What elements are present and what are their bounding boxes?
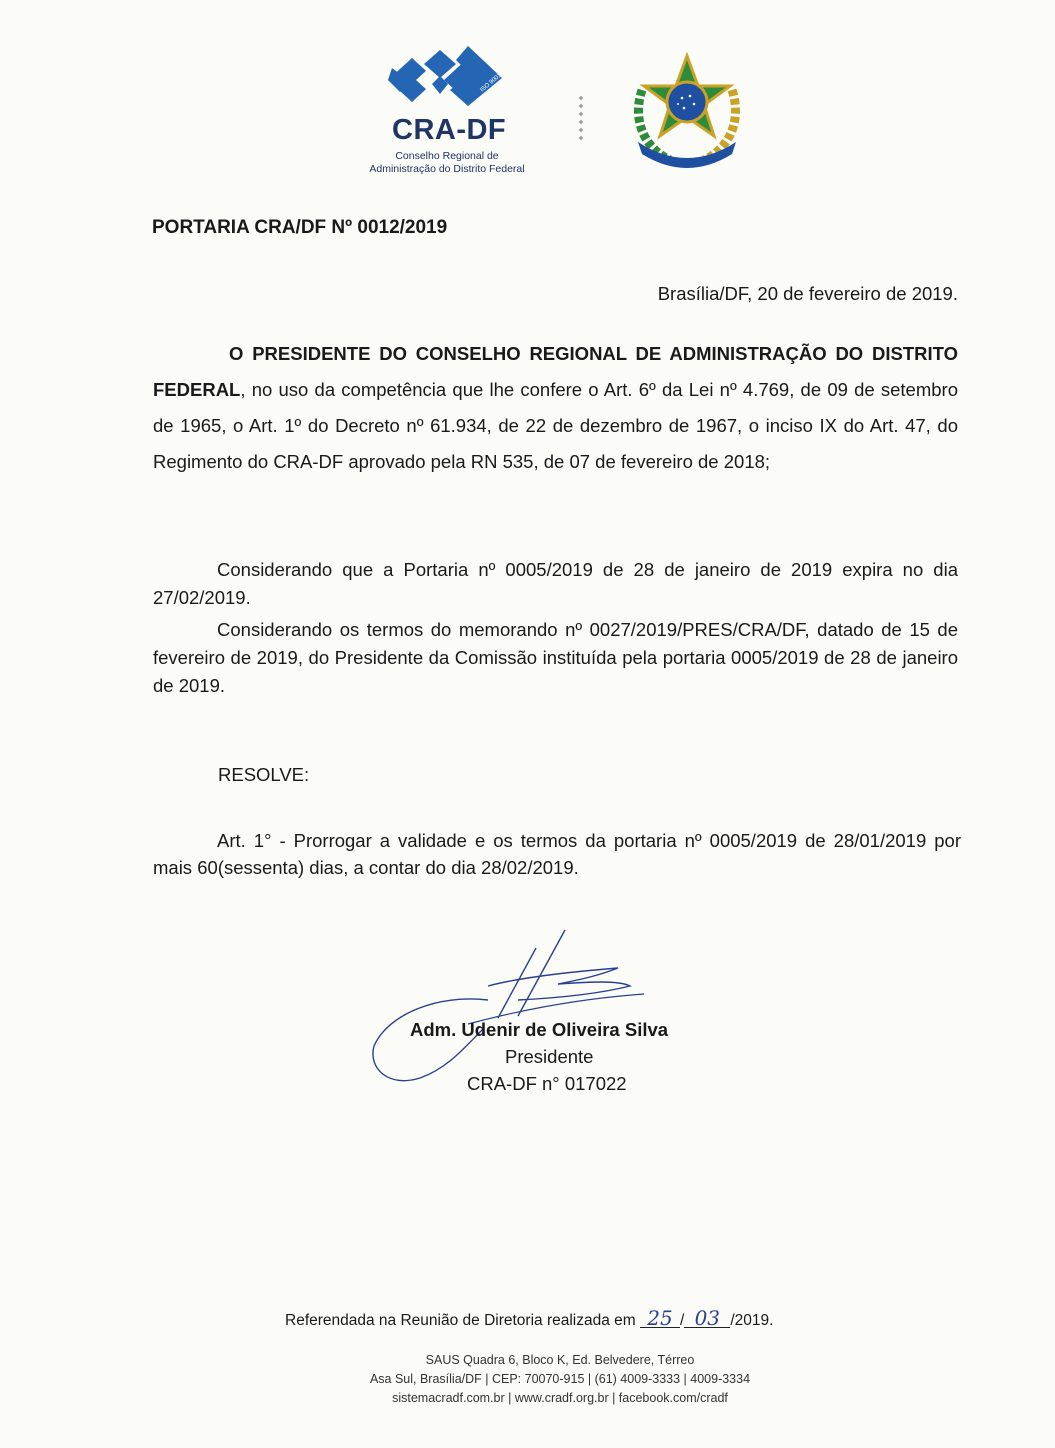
referendum-day: 25: [640, 1309, 680, 1328]
resolve-label: RESOLVE:: [218, 764, 310, 785]
preamble-paragraph: [153, 336, 958, 480]
referendum-line: [285, 1306, 774, 1330]
footer-contact: Asa Sul, Brasília/DF | CEP: 70070-915 | (61) 4009-3333 | 4009-3334: [369, 1372, 751, 1386]
footer-links: sistemacradf.com.br | www.cradf.org.br | facebook.com/cradf: [392, 1391, 728, 1405]
preamble-rest: , no uso da competência que lhe confere o Art. 6º da Lei nº 4.769, de 09 de setembro de 1965, o Art. 1º do Decreto nº 61.934, de 22 de dezembro de 1967, o inciso IX do Art. 47, do Regimento do CRA-DF aprovado pela RN 535, de 07 de fevereiro de 2018;: [153, 379, 958, 472]
footer-address: SAUS Quadra 6, Bloco K, Ed. Belvedere, Térreo: [425, 1353, 695, 1367]
considering-paragraph-1: Considerando que a Portaria nº 0005/2019 de 28 de janeiro de 2019 expira no dia 27/02/2019.: [153, 559, 958, 608]
signer-name: Adm. Udenir de Oliveira Silva: [410, 1019, 669, 1040]
signer-role: Presidente: [505, 1046, 594, 1067]
referendum-month: 03: [684, 1309, 730, 1328]
cra-diamond-logo-icon: [352, 44, 542, 114]
date-line: Brasília/DF, 20 de fevereiro de 2019.: [657, 283, 958, 304]
referendum-prefix: Referendada na Reunião de Diretoria realizada em: [285, 1312, 636, 1329]
considering-paragraph-2: Considerando os termos do memorando nº 0027/2019/PRES/CRA/DF, datado de 15 de fevereiro de 2019, do Presidente da Comissão instituída pela portaria 0005/2019 de 28 de janeiro de 2019.: [153, 619, 958, 696]
cra-title: CRA-DF: [392, 114, 507, 146]
cra-df-logo: [352, 44, 542, 184]
cra-subtitle-line-2: Administração do Distrito Federal: [369, 163, 525, 175]
iso-badge-text: ISO 9001: [479, 72, 503, 94]
divider-dots: [578, 94, 584, 140]
brazil-coat-of-arms-icon: [624, 50, 750, 176]
cra-subtitle-line-1: Conselho Regional de: [395, 150, 499, 162]
cra-subtitle: [352, 150, 542, 176]
document-heading: PORTARIA CRA/DF Nº 0012/2019: [152, 217, 448, 238]
referendum-separator: /: [680, 1312, 685, 1329]
article-1: Art. 1° - Prorrogar a validade e os termos da portaria nº 0005/2019 de 28/01/2019 por mais 60(sessenta) dias, a contar do dia 28/02/2019.: [153, 830, 961, 878]
preamble-bold: O PRESIDENTE DO CONSELHO REGIONAL DE ADMINISTRAÇÃO DO DISTRITO FEDERAL: [153, 343, 958, 400]
signer-registration: CRA-DF n° 017022: [467, 1073, 627, 1094]
referendum-year: /2019.: [730, 1312, 774, 1329]
